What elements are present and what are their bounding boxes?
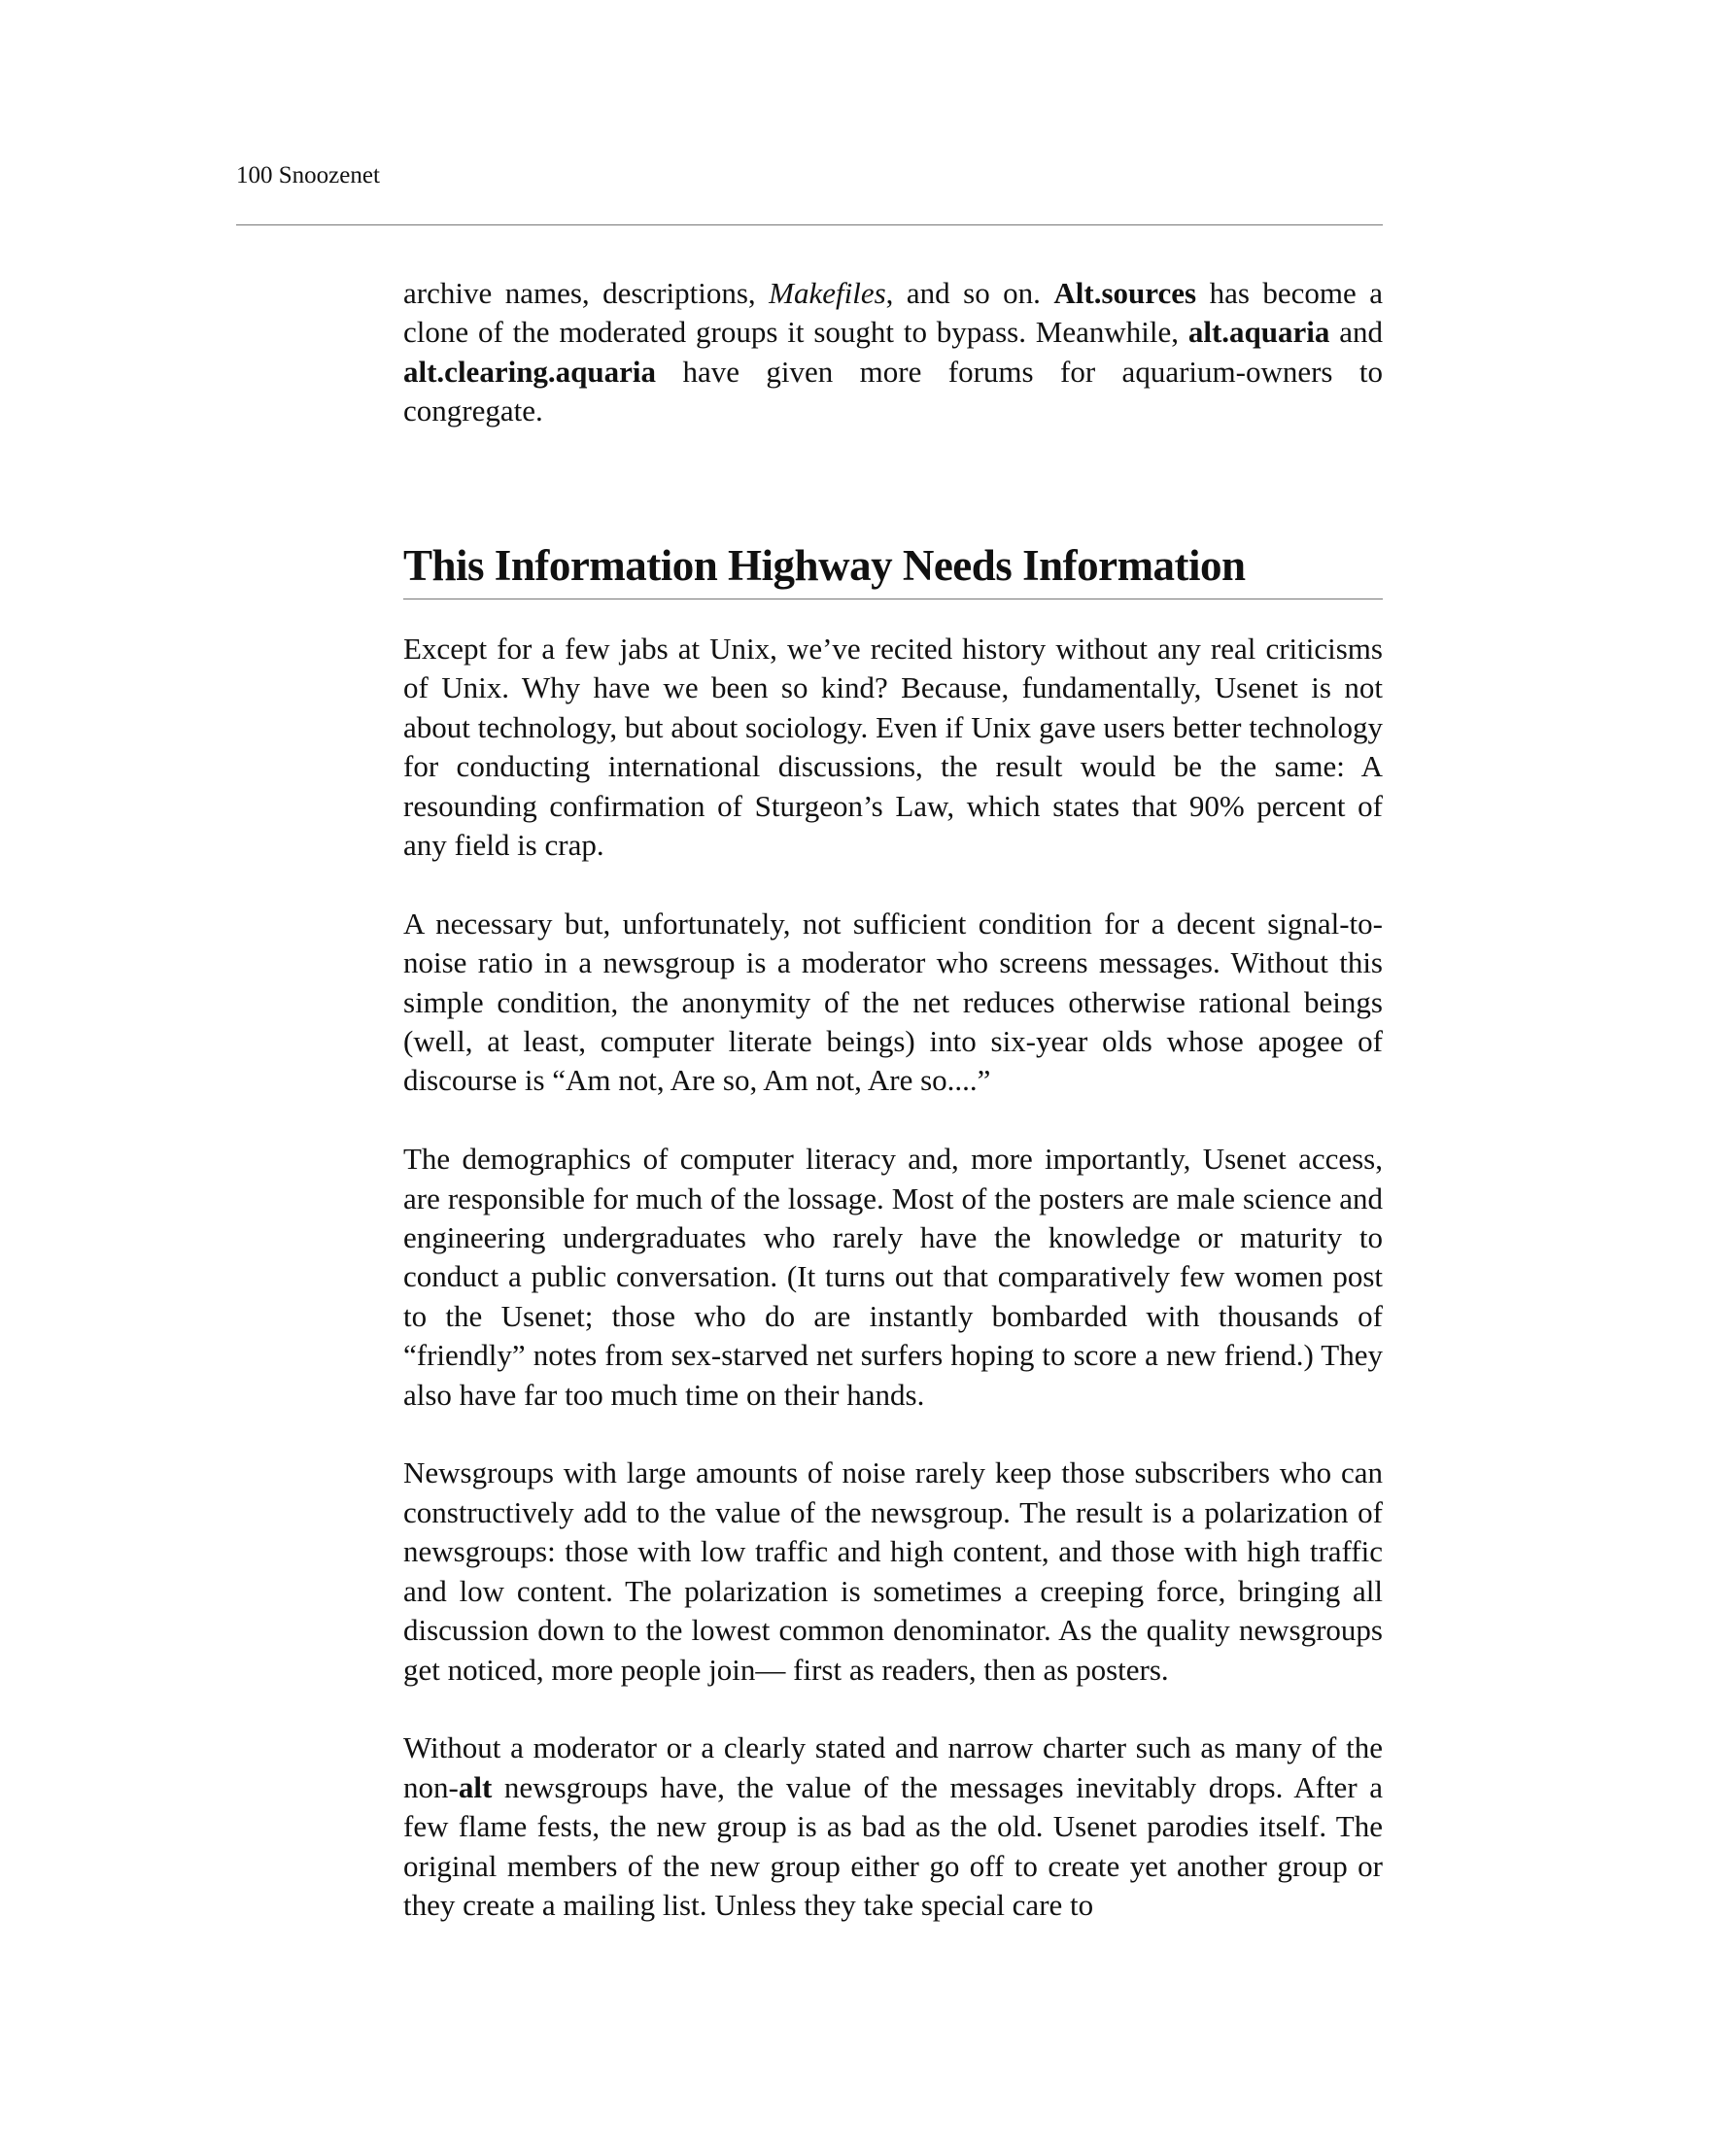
intro-text-1: archive names, descriptions, bbox=[403, 276, 770, 310]
intro-text-2: , and so on. bbox=[885, 276, 1054, 310]
header-rule bbox=[236, 224, 1383, 225]
body-paragraph: Except for a few jabs at Unix, we’ve recited history without any real criticisms of Unix. Why have we been so kind? Because, fundamentally, Usenet is not about technology, but about sociology. Even if Unix gave users better technology for conducting international discussions, the result would be the same: A resounding confirmation of Sturgeon’s Law, which states that 90% percent of any field is crap. bbox=[403, 632, 1383, 863]
body-paragraph: Newsgroups with large amounts of noise rarely keep those subscribers who can constructively add to the value of the newsgroup. The result is a polarization of newsgroups: those with low traffic and high content, and those with high traffic and low content. The polarization is sometimes a creeping force, bringing all discussion down to the lowest common denominator. As the quality newsgroups get noticed, more people join— first as readers, then as posters. bbox=[403, 1455, 1383, 1687]
makefiles-term: Makefiles bbox=[769, 276, 886, 310]
body-paragraph: A necessary but, unfortunately, not sufficient condition for a decent signal-to-noise ratio in a newsgroup is a moderator who screens messages. Without this simple condition, the anonymity of the net reduces otherwise rational beings (well, at least, computer literate beings) into six-year olds whose apogee of discourse is “Am not, Are so, Am not, Are so....” bbox=[403, 906, 1383, 1098]
body-paragraph: The demographics of computer literacy and, more importantly, Usenet access, are responsible for much of the lossage. Most of the posters are male science and engineering undergraduates who rarely have the knowledge or maturity to conduct a public conversation. (It turns out that comparatively few women post to the Usenet; those who do are instantly bombarded with thousands of “friendly” notes from sex-starved net surfers hoping to score a new friend.) They also have far too much time on their hands. bbox=[403, 1142, 1383, 1412]
intro-block bbox=[403, 274, 1383, 431]
alt-aquaria-newsgroup: alt.aquaria bbox=[1187, 315, 1330, 350]
intro-paragraph bbox=[403, 274, 1383, 431]
section-title: This Information Highway Needs Information bbox=[403, 541, 1246, 590]
body-paragraph-last bbox=[403, 1728, 1383, 1925]
section-body bbox=[403, 630, 1383, 1925]
intro-text-4: and bbox=[1329, 315, 1383, 350]
intro-text-5: have given more forums for aquarium-owners to congregate. bbox=[403, 354, 1383, 428]
alt-hierarchy-term: alt bbox=[458, 1769, 493, 1804]
alt-clearing-aquaria-newsgroup: alt.clearing.aquaria bbox=[403, 354, 657, 389]
alt-sources-newsgroup: Alt.sources bbox=[1053, 276, 1197, 310]
last-paragraph-text-2: newsgroups have, the value of the messages inevitably drops. After a few flame fests, the new group is as bad as the old. Usenet parodies itself. The original members of the new group either go off to create yet another group or they create a mailing list. Unless they take special care to bbox=[403, 1769, 1383, 1922]
intro-text-3: has become a clone of the moderated groups it sought to bypass. Meanwhile, bbox=[403, 276, 1384, 350]
running-head: 100 Snoozenet bbox=[236, 162, 380, 188]
last-paragraph-text-1: Without a moderator or a clearly stated and narrow charter such as many of the non- bbox=[403, 1730, 1383, 1804]
